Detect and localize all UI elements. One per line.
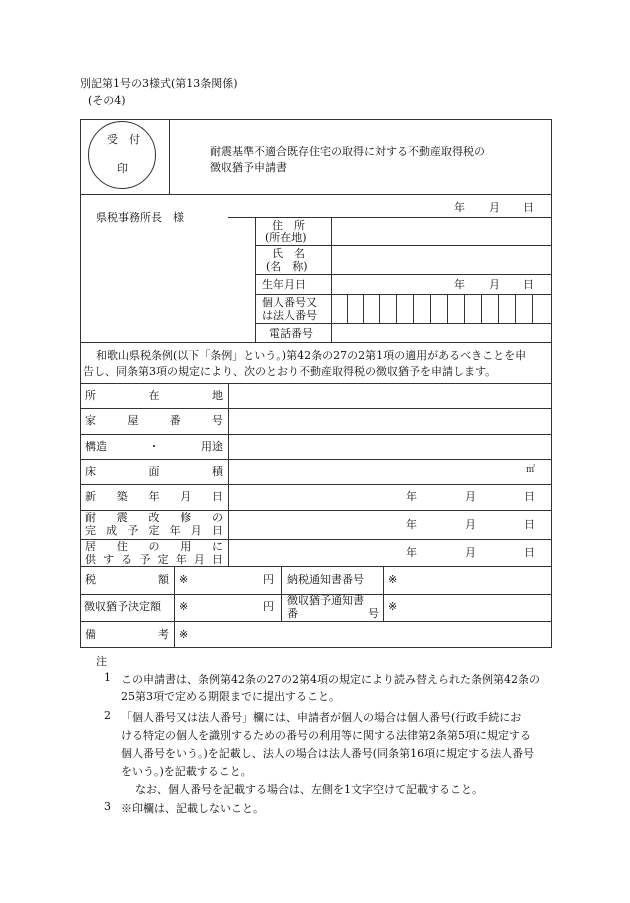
address-label: 住 所: [272, 219, 305, 232]
notes-heading: 注: [96, 655, 107, 668]
address-sublabel: (所在地): [265, 231, 307, 244]
deferral-notice-label: 徴収猶予通知書: [287, 594, 364, 607]
deferral-notice-label: 番 号: [287, 607, 379, 620]
year-label: 年: [406, 518, 417, 531]
house-number-field[interactable]: [229, 409, 552, 434]
month-label: 月: [465, 490, 476, 503]
note-number: 1: [104, 671, 111, 684]
residence-label: 居 住 の 用 に: [85, 540, 223, 553]
stamp-char: 付: [129, 133, 140, 146]
built-date-label: 新 築 年 月 日: [85, 490, 223, 503]
birth-year-label: 年: [454, 278, 465, 291]
id-number-label: 個人番号又: [262, 296, 317, 309]
application-statement: 和歌山県税条例(以下「条例」という。)第42条の27の2第1項の適用があるべきことを申: [96, 349, 527, 362]
application-statement: 告し、同条第3項の規定により、次のとおり不動産取得税の徴収猶予を申請します。: [83, 365, 497, 378]
year-label: 年: [406, 546, 417, 559]
note-text: をいう。)を記載すること。: [121, 765, 252, 778]
id-number-field[interactable]: [332, 295, 552, 323]
yen-label: 円: [263, 600, 274, 613]
deferral-amount-label: 徴収猶予決定額: [84, 600, 161, 613]
location-label: 所 在 地: [85, 389, 223, 402]
phone-field[interactable]: [332, 324, 552, 342]
asterisk-mark: ※: [179, 573, 189, 586]
date-year-label: 年: [454, 201, 465, 214]
reception-stamp: [88, 121, 156, 189]
residence-label: 供 す る 予 定 年 月 日: [85, 553, 223, 566]
name-field[interactable]: [332, 246, 552, 274]
day-label: 日: [524, 490, 535, 503]
asterisk-mark: ※: [388, 600, 398, 613]
note-text: この申請書は、条例第42条の27の2第4項の規定により読み替えられた条例第42条の: [121, 673, 540, 686]
note-text: なお、個人番号を記載する場合は、左側を1文字空けて記載すること。: [135, 783, 483, 796]
house-number-label: 家 屋 番 号: [85, 414, 223, 427]
page-title: 耐震基準不適合既存住宅の取得に対する不動産取得税の: [210, 145, 485, 158]
note-text: ける特定の個人を識別するための番号の利用等に関する法律第2条第5項に規定する: [121, 729, 531, 742]
retrofit-date-field[interactable]: [229, 511, 552, 539]
note-number: 3: [104, 800, 111, 813]
id-number-label: は法人番号: [262, 309, 317, 322]
yen-label: 円: [263, 573, 274, 586]
birth-day-label: 日: [523, 278, 534, 291]
addressee: 県税事務所長 様: [96, 211, 184, 224]
divider: [255, 217, 256, 342]
asterisk-mark: ※: [179, 628, 189, 641]
built-date-field[interactable]: [229, 485, 552, 510]
form-reference: 別記第1号の3様式(第13条関係): [80, 77, 238, 90]
month-label: 月: [465, 546, 476, 559]
retrofit-label: 耐 震 改 修 の: [85, 511, 223, 524]
date-day-label: 日: [523, 201, 534, 214]
floor-area-label: 床 面 積: [85, 465, 223, 478]
stamp-char: 受: [107, 133, 118, 146]
floor-area-field[interactable]: [229, 460, 519, 484]
name-label: 氏 名: [272, 247, 305, 260]
remarks-label: 備 考: [85, 628, 169, 641]
name-sublabel: (名 称): [266, 260, 308, 273]
divider: [80, 194, 552, 195]
location-field[interactable]: [229, 384, 552, 408]
divider: [80, 342, 552, 343]
note-number: 2: [104, 709, 111, 722]
tax-amount-label: 税 額: [85, 573, 169, 586]
day-label: 日: [524, 546, 535, 559]
area-unit: ㎡: [526, 465, 536, 475]
asterisk-mark: ※: [179, 600, 189, 613]
note-text: 「個人番号又は法人番号」欄には、申請者が個人の場合は個人番号(行政手続にお: [121, 711, 522, 724]
day-label: 日: [524, 518, 535, 531]
note-text: 25第3項で定める期限までに提出すること。: [121, 690, 340, 703]
birth-month-label: 月: [489, 278, 500, 291]
stamp-char: 印: [117, 162, 128, 175]
structure-use-label: 構造 ・ 用途: [85, 440, 223, 453]
page-title: 徴収猶予申請書: [210, 161, 287, 174]
divider: [80, 621, 552, 622]
address-field[interactable]: [332, 218, 552, 245]
form-subtitle: (その4): [88, 94, 126, 107]
structure-use-field[interactable]: [229, 435, 552, 459]
divider: [383, 566, 384, 621]
month-label: 月: [465, 518, 476, 531]
retrofit-label: 完 成 予 定 年 月 日: [85, 524, 223, 537]
divider: [174, 566, 175, 648]
year-label: 年: [406, 490, 417, 503]
divider: [169, 119, 170, 194]
asterisk-mark: ※: [388, 573, 398, 586]
note-text: 個人番号をいう。)を記載し、法人の場合は法人番号(同条第16項に規定する法人番号: [121, 747, 535, 760]
date-month-label: 月: [489, 201, 500, 214]
note-text: ※印欄は、記載しないこと。: [121, 802, 264, 815]
divider: [281, 566, 282, 621]
birth-label: 生年月日: [262, 278, 306, 291]
residence-date-field[interactable]: [229, 540, 552, 566]
birth-date-field[interactable]: [332, 275, 552, 294]
tax-notice-number-label: 納税通知書番号: [287, 573, 364, 586]
phone-label: 電話番号: [269, 327, 313, 340]
